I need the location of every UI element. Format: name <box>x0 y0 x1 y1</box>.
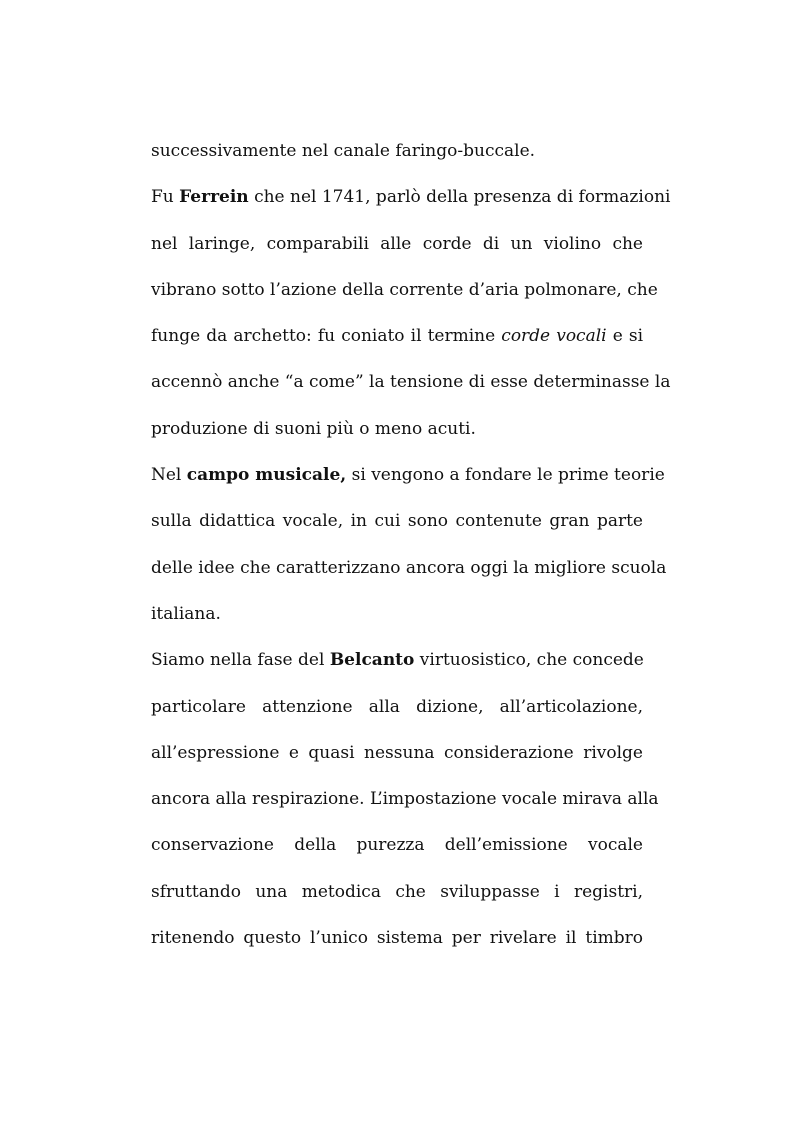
text-line <box>151 776 659 822</box>
text-span: Nel <box>151 465 187 486</box>
text-line <box>151 869 643 915</box>
text-span: ancora alla respirazione. L’impostazione vocale mirava alla <box>151 789 659 810</box>
text-line <box>151 313 643 359</box>
text-line <box>151 452 665 498</box>
text-line <box>151 267 658 313</box>
text-line <box>151 128 643 174</box>
text-span: Siamo nella fase del <box>151 650 330 671</box>
text-span: successivamente nel canale faringo-buccale. <box>151 141 536 161</box>
text-line <box>151 915 643 961</box>
text-span: nel laringe, comparabili alle corde di un violino che <box>151 233 643 254</box>
document-page <box>151 128 671 961</box>
text-line <box>151 591 643 637</box>
text-span: e si <box>606 326 644 347</box>
bold-term-campo-musicale: campo musicale, <box>186 465 347 486</box>
text-line <box>151 498 643 544</box>
text-line <box>151 545 667 591</box>
text-span: conservazione della purezza dell’emissione vocale <box>151 835 643 856</box>
text-line <box>151 406 643 452</box>
text-line <box>151 684 643 730</box>
text-span: Fu <box>151 187 180 208</box>
text-span: sfruttando una metodica che sviluppasse i registri, <box>151 881 643 902</box>
bold-term-ferrein: Ferrein <box>179 187 249 208</box>
text-span: italiana. <box>151 603 221 624</box>
text-span: sulla didattica vocale, in cui sono contenute gran parte <box>151 511 643 532</box>
text-span: che nel 1741, parlò della presenza di formazioni <box>248 187 671 208</box>
text-line <box>151 637 643 683</box>
text-span: all’espressione e quasi nessuna considerazione rivolge <box>151 742 643 763</box>
italic-term-corde-vocali: corde vocali <box>501 326 607 347</box>
text-span: delle idee che caratterizzano ancora oggi la migliore scuola <box>151 557 667 578</box>
text-line <box>151 822 643 868</box>
text-span: si vengono a fondare le prime teorie <box>346 465 665 486</box>
text-line <box>151 359 671 405</box>
text-line <box>151 221 643 267</box>
text-span: accennò anche “a come” la tensione di esse determinasse la <box>151 372 671 393</box>
text-span: vibrano sotto l’azione della corrente d’aria polmonare, che <box>151 279 658 300</box>
text-span: produzione di suoni più o meno acuti. <box>151 418 476 439</box>
text-line <box>151 174 671 220</box>
bold-term-belcanto: Belcanto <box>329 650 415 671</box>
text-span: virtuosistico, che concede <box>414 650 644 671</box>
text-span: funge da archetto: fu coniato il termine <box>151 326 502 347</box>
text-span: particolare attenzione alla dizione, all’articolazione, <box>151 696 643 717</box>
text-line <box>151 730 643 776</box>
text-span: ritenendo questo l’unico sistema per rivelare il timbro <box>151 928 643 949</box>
